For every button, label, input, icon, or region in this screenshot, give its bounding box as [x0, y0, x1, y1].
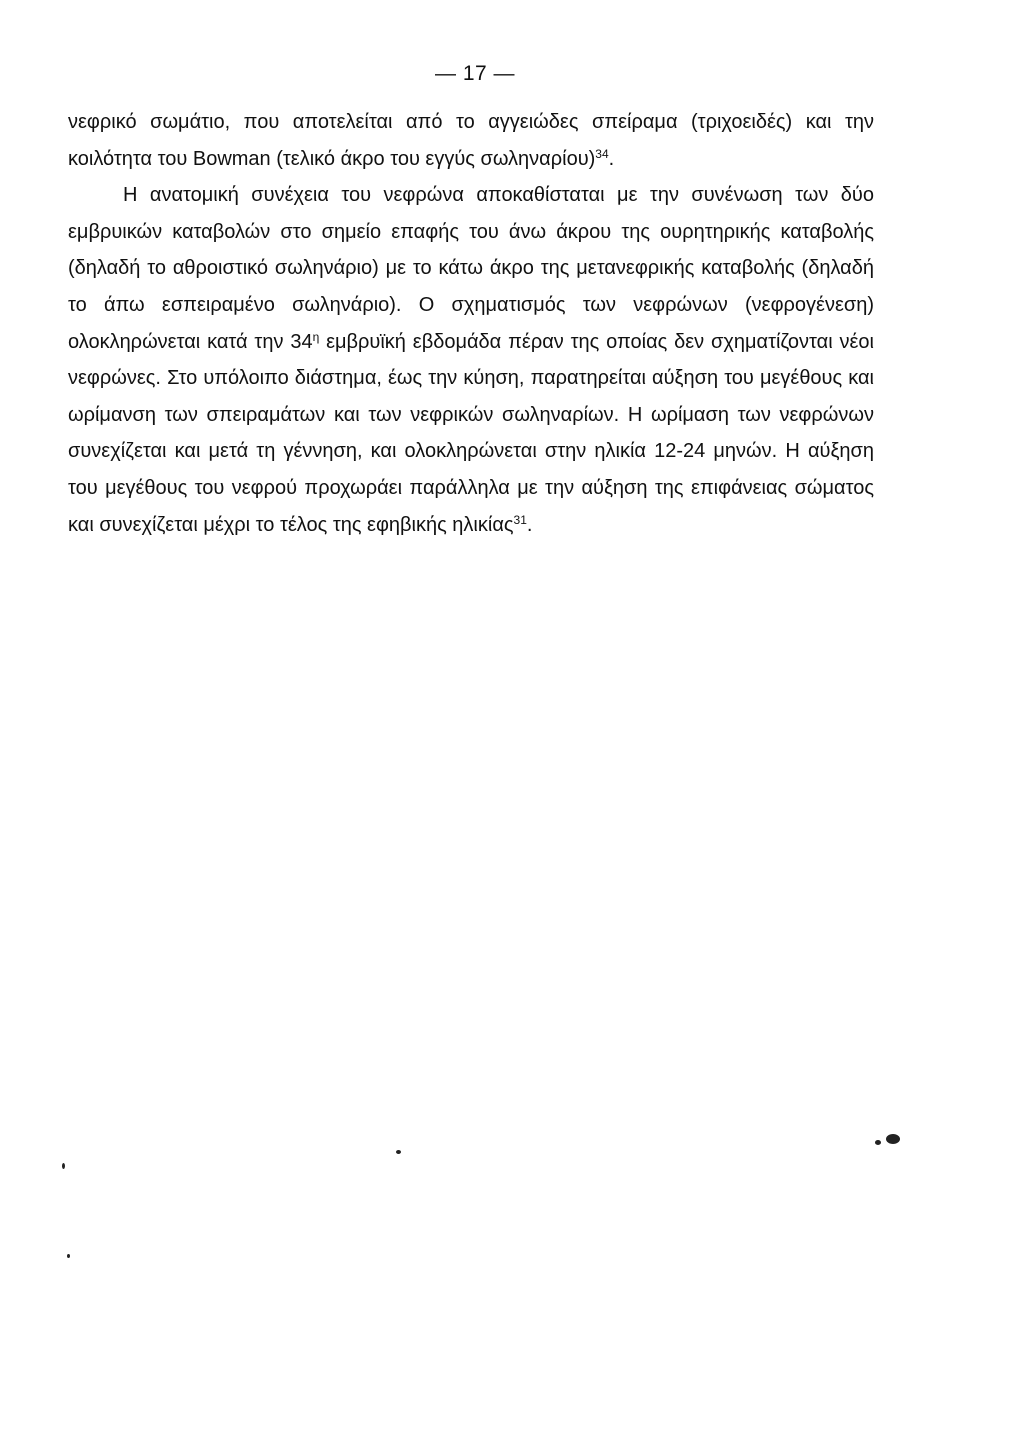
scan-speck	[62, 1163, 65, 1169]
paragraph-2-end: .	[526, 513, 533, 536]
citation-34: 34	[595, 146, 609, 161]
paragraph-1	[68, 104, 874, 177]
paragraph-2-text-start: Η ανατομική συνέχεια του νεφρώνα αποκαθίσταται με την συνένωση των δύο εμβρυικών καταβολών στο σημείο επαφής του άνω άκρου της ουρητηρικής καταβολής (δηλαδή το αθροιστικό σωληνάριο) με το κάτω άκρο της μετανεφρικής καταβολής (δηλαδή το άπω εσπειραμένο σωληνάριο). Ο σχηματισμός των νεφρώνων (νεφρογένεση) ολοκληρώνεται κατά την 34	[68, 184, 874, 353]
ordinal-suffix: η	[312, 329, 320, 344]
scan-speck	[886, 1134, 900, 1144]
scan-speck	[67, 1254, 70, 1258]
citation-31: 31	[513, 512, 527, 527]
body-text	[68, 104, 874, 543]
page-number: — 17 —	[434, 62, 516, 85]
scan-speck	[396, 1150, 401, 1154]
paragraph-2	[68, 177, 874, 543]
paragraph-1-text: νεφρικό σωμάτιο, που αποτελείται από το αγγειώδες σπείραμα (τριχοειδές) και την κοιλότητα του Bowman (τελικό άκρο του εγγύς σωληναρίου)	[68, 111, 874, 170]
paragraph-1-end: .	[608, 147, 615, 170]
scan-speck	[875, 1140, 881, 1145]
paragraph-2-text-middle: εμβρυϊκή εβδομάδα πέραν της οποίας δεν σχηματίζονται νέοι νεφρώνες. Στο υπόλοιπο διάστημα, έως την κύηση, παρατηρείται αύξηση του μεγέθους και ωρίμανση των σπειραμάτων και των νεφρικών σωληναρίων. Η ωρίμαση των νεφρώνων συνεχίζεται και μετά τη γέννηση, και ολοκληρώνεται στην ηλικία 12-24 μηνών. Η αύξηση του μεγέθους του νεφρού προχωράει παράλληλα με την αύξηση της επιφάνειας σώματος και συνεχίζεται μέχρι το τέλος της εφηβικής ηλικίας	[68, 330, 874, 536]
